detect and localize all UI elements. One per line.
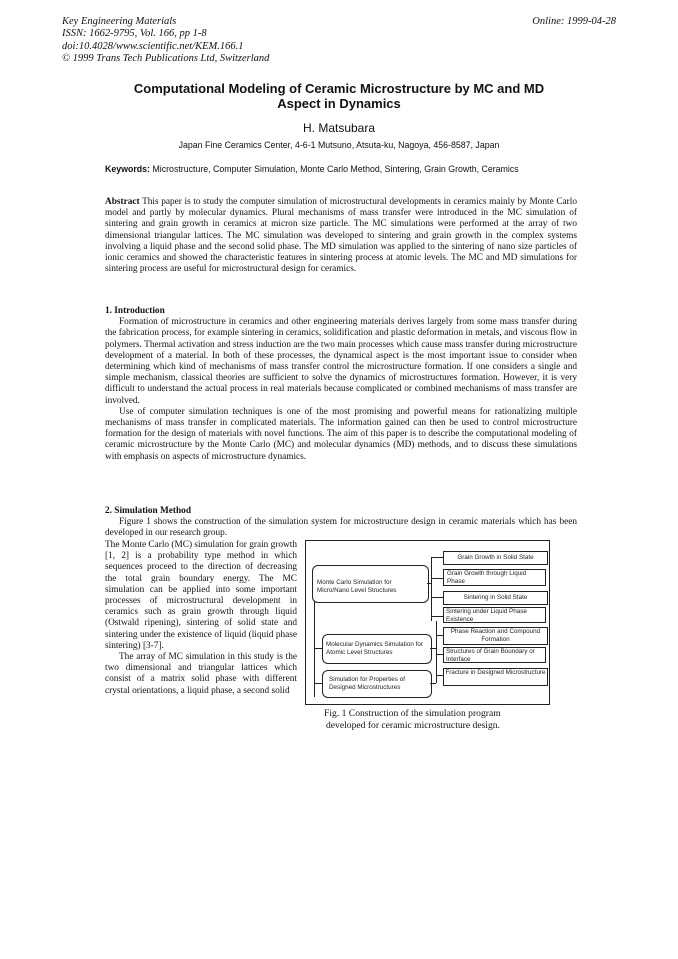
connector-prop xyxy=(314,683,322,684)
abstract-label: Abstract xyxy=(105,197,140,207)
right-box-7: Fracture in Designed Microstructure xyxy=(443,668,548,686)
properties-simulation-box xyxy=(322,670,432,698)
connector-md xyxy=(314,648,322,649)
connector-r4 xyxy=(431,616,443,617)
method-section xyxy=(105,506,577,540)
figure-1-caption xyxy=(324,708,501,731)
introduction-paragraph-2: Use of computer simulation techniques is one of the most promising and powerful means for rationalizing multiple mechanisms of mass transfer in complicated materials. The information gained can then be used to control microstructure formation for the design of materials with novel functions. The aim of this paper is to describe the computational modeling of ceramic microstructure by the Monte Carlo (MC) and molecular dynamics (MD) methods, and to discuss these simulations with emphasis on aspects of microstructure dynamics. xyxy=(105,406,577,462)
author: H. Matsubara xyxy=(302,121,376,135)
right-box-5: Phase Reaction and Compound Formation xyxy=(443,627,548,645)
method-paragraph-1: Figure 1 shows the construction of the simulation system for microstructure design in ceramic materials which has been developed in our research group. xyxy=(105,517,577,539)
properties-simulation-label: Simulation for Properties of Designed Microstructures xyxy=(329,676,405,691)
mc-simulation-label: Monte Carlo Simulation for Micro/Nano Level Structures xyxy=(317,579,397,594)
connector-r2 xyxy=(431,578,443,579)
md-simulation-label: Molecular Dynamics Simulation for Atomic Level Structures xyxy=(326,641,423,656)
right-box-4: Sintering under Liquid Phase Existence xyxy=(443,607,546,623)
caption-line-1: Fig. 1 Construction of the simulation program xyxy=(324,708,501,719)
keywords xyxy=(105,164,577,175)
online-date: Online: 1999-04-28 xyxy=(532,16,616,27)
journal-name: Key Engineering Materials xyxy=(62,16,177,27)
right-box-1: Grain Growth in Solid State xyxy=(443,551,548,565)
method-paragraph-2: The Monte Carlo (MC) simulation for grain growth [1, 2] is a probability type method in which sequences proceed to the direction of decreasing the total grain boundary energy. The MC simulation can be applied into some important processes of microstructural development in ceramics such as grain growth through liquid (Ostwald ripening), sintering of solid state and sintering under the existence of liquid (liquid phase sintering) [3-7]. xyxy=(105,540,297,651)
mc-simulation-box xyxy=(312,565,429,603)
method-left-column xyxy=(105,540,297,697)
connector-r5 xyxy=(436,635,443,636)
connector-prop-out xyxy=(430,683,436,684)
page-title xyxy=(100,81,578,111)
introduction-heading: 1. Introduction xyxy=(105,306,165,316)
connector-mc-bracket xyxy=(431,557,432,621)
connector-r1 xyxy=(431,557,443,558)
title-line-1: Computational Modeling of Ceramic Microstructure by MC and MD xyxy=(133,81,545,96)
right-box-2: Grain Growth through Liquid Phase xyxy=(443,569,546,586)
connector-md-out xyxy=(430,648,436,649)
right-box-3: Sintering in Solid State xyxy=(443,591,548,605)
introduction-paragraph-1: Formation of microstructure in ceramics and other engineering materials derives largely from some mass transfer during the fabrication process, for example sintering in ceramics, solidification and plastic deformation in metals, and viscous flow in polymers. Thermal activation and stress induction are the two main processes which cause mass transfer during microstructure development of a material. In both of these processes, the dynamical aspect is the most important issue to consider when determining which kind of mechanisms of mass transfer control the microstructure formation. If one considers a single and simple mechanism, classical theories are sufficient to solve the dynamics of microstructures formation. However, it is very difficult to understand the actual process in real materials because complicated or combined mechanisms of mass transfer are involved. xyxy=(105,317,577,406)
method-paragraph-3: The array of MC simulation in this study is the two dimensional and triangular lattices which consist of a matrix solid phase with different crystal orientations, a liquid phase, a second solid xyxy=(105,652,297,696)
abstract xyxy=(105,197,577,275)
affiliation: Japan Fine Ceramics Center, 4-6-1 Mutsuno, Atsuta-ku, Nagoya, 456-8587, Japan xyxy=(178,140,500,150)
issn-line: ISSN: 1662-9795, Vol. 166, pp 1-8 xyxy=(62,28,207,40)
connector-lower-bracket xyxy=(436,621,437,683)
connector-r6 xyxy=(436,654,443,655)
keywords-label: Keywords: xyxy=(105,164,150,174)
caption-line-2: developed for ceramic microstructure design. xyxy=(326,719,500,731)
connector-r7 xyxy=(436,675,443,676)
right-box-6: Structures of Grain Boundary or Interface xyxy=(443,647,546,663)
figure-1 xyxy=(305,540,550,705)
copyright-line: © 1999 Trans Tech Publications Ltd, Switzerland xyxy=(62,53,270,65)
md-simulation-box xyxy=(322,634,432,664)
abstract-text: This paper is to study the computer simulation of microstructural developments in ceramics mainly by Monte Carlo model and partly by molecular dynamics. Plural mechanisms of mass transfer were introduced in the MC simulation of sintering and grain growth in ceramics at micron size particle. The MC simulations were performed at the array of two dimensional triangular lattices. The MC simulation was developed to sintering and grain growth in the complex systems involving a liquid phase and the second solid phase. The MD simulation was applied to the sintering of nano size particles of ionic ceramics and showed the characteristic features in sintering process at atomic levels. The MC and MD simulations for sintering process are useful for microstructural design for ceramics. xyxy=(105,197,578,275)
journal-header xyxy=(62,16,269,66)
title-line-2: Aspect in Dynamics xyxy=(277,96,401,111)
introduction-section xyxy=(105,306,577,463)
doi-line: doi:10.4028/www.scientific.net/KEM.166.1 xyxy=(62,40,244,52)
connector-r3 xyxy=(431,597,443,598)
method-heading: 2. Simulation Method xyxy=(105,506,192,516)
keywords-text: Microstructure, Computer Simulation, Monte Carlo Method, Sintering, Grain Growth, Ceramics xyxy=(152,164,519,174)
